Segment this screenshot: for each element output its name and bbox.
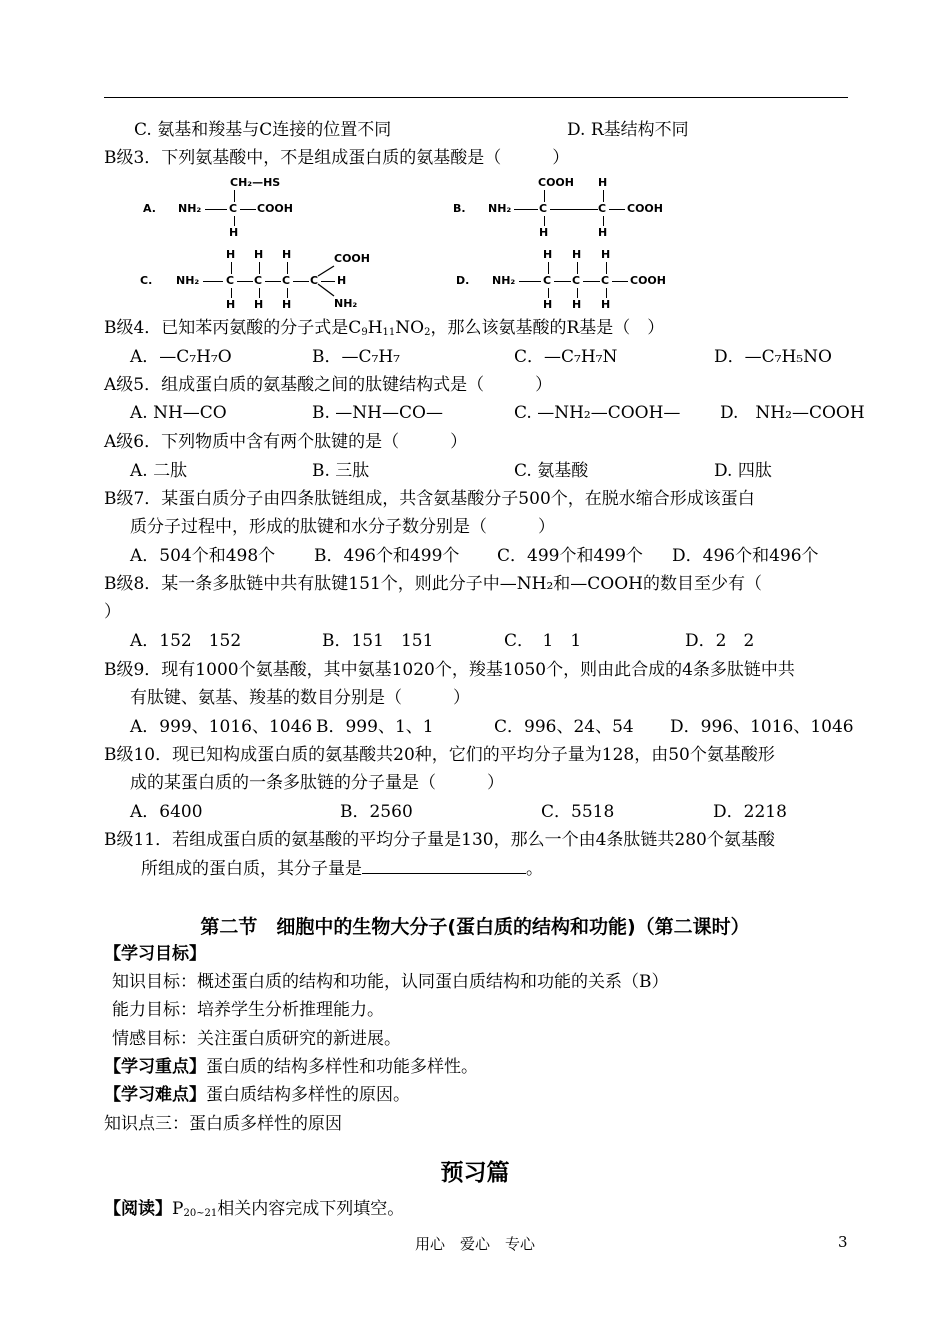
- goal-emotion: 情感目标：关注蛋白质研究的新进展。: [112, 1029, 401, 1049]
- q6-option-c: C. 氨基酸: [514, 461, 589, 481]
- q7-option-c: C．499个和499个: [497, 546, 643, 566]
- goal-ability: 能力目标：培养学生分析推理能力。: [112, 1000, 384, 1020]
- q4-stem: B级4．已知苯丙氨酸的分子式是$C_9H_{11}NO_2$，那么该氨基酸的R基是（ ）: [104, 318, 665, 338]
- q11-stem-line1: B级11．若组成蛋白质的氨基酸的平均分子量是130，那么一个由4条肽链共280个氨基酸: [104, 830, 775, 850]
- q9-stem-line1: B级9．现有1000个氨基酸，其中氨基1020个，羧基1050个，则由此合成的4条多肽链中共: [104, 660, 795, 680]
- q11-stem-line2: 所组成的蛋白质，其分子量是 。: [141, 859, 543, 879]
- q6-option-a: A. 二肽: [130, 461, 188, 481]
- q4-option-d: D．—C₇H₅NO: [714, 347, 832, 367]
- q2-option-d: D. R基结构不同: [567, 120, 689, 140]
- q7-stem-line2: 质分子过程中，形成的肽键和水分子数分别是（ ）: [130, 517, 555, 537]
- q10-option-c: C．5518: [541, 802, 615, 822]
- page-number: 3: [838, 1233, 848, 1251]
- q4-option-b: B．—C₇H₇: [312, 347, 400, 367]
- q7-option-b: B．496个和499个: [314, 546, 460, 566]
- q3-stem: B级3．下列氨基酸中，不是组成蛋白质的氨基酸是（ ）: [104, 148, 570, 168]
- q8-stem-line1: B级8．某一条多肽链中共有肽键151个，则此分子中—NH₂和—COOH的数目至少有（: [104, 574, 762, 594]
- goals-heading: 【学习目标】: [104, 944, 206, 964]
- q8-option-b: B．151 151: [322, 631, 434, 651]
- q8-option-d: D．2 2: [685, 631, 755, 651]
- q5-option-c: C. —NH₂—COOH—: [514, 403, 681, 423]
- answer-blank[interactable]: [362, 859, 526, 874]
- q5-option-a: A. NH—CO: [130, 403, 227, 423]
- q9-option-c: C．996、24、54: [494, 717, 634, 737]
- q9-stem-line2: 有肽键、氨基、羧基的数目分别是（ ）: [130, 688, 470, 708]
- knowledge-point-3: 知识点三：蛋白质多样性的原因: [104, 1114, 342, 1134]
- preview-title: 预习篇: [440, 1160, 510, 1186]
- q10-stem-line2: 成的某蛋白质的一条多肽链的分子量是（ ）: [130, 773, 504, 793]
- q4-option-c: C．—C₇H₇N: [514, 347, 618, 367]
- q10-stem-line1: B级10．现已知构成蛋白质的氨基酸共20种，它们的平均分子量为128，由50个氨基酸形: [104, 745, 775, 765]
- q8-option-a: A．152 152: [130, 631, 242, 651]
- section-title: 第二节 细胞中的生物大分子(蛋白质的结构和功能)（第二课时）: [200, 916, 750, 938]
- q9-option-a: A．999、1016、1046: [130, 717, 313, 737]
- page-footer: 用心 爱心 专心: [414, 1235, 535, 1253]
- reading-line: 【阅读】$P_{20\sim 21}$相关内容完成下列填空。: [104, 1199, 405, 1219]
- q10-option-d: D．2218: [713, 802, 787, 822]
- header-rule: [104, 97, 848, 98]
- q7-option-d: D．496个和496个: [672, 546, 819, 566]
- q6-option-d: D. 四肽: [714, 461, 772, 481]
- q5-option-b: B. —NH—CO—: [312, 403, 443, 423]
- q5-stem: A级5．组成蛋白质的氨基酸之间的肽键结构式是（ ）: [104, 375, 553, 395]
- q8-stem-line2: ）: [104, 602, 121, 622]
- q6-stem: A级6．下列物质中含有两个肽键的是（ ）: [104, 432, 468, 452]
- q10-option-a: A．6400: [130, 802, 203, 822]
- q7-stem-line1: B级7．某蛋白质分子由四条肽链组成，共含氨基酸分子500个，在脱水缩合形成该蛋白: [104, 489, 755, 509]
- q6-option-b: B. 三肽: [312, 461, 370, 481]
- goal-knowledge: 知识目标：概述蛋白质的结构和功能，认同蛋白质结构和功能的关系（B）: [112, 972, 669, 992]
- q9-option-d: D．996、1016、1046: [670, 717, 854, 737]
- q5-option-d: D. NH₂—COOH: [720, 403, 865, 423]
- q8-option-c: C． 1 1: [504, 631, 582, 651]
- q4-option-a: A．—C₇H₇O: [130, 347, 232, 367]
- q10-option-b: B．2560: [340, 802, 413, 822]
- q9-option-b: B．999、1、1: [316, 717, 434, 737]
- q7-option-a: A．504个和498个: [130, 546, 276, 566]
- difficulty-point: 【学习难点】蛋白质结构多样性的原因。: [104, 1085, 410, 1105]
- q2-option-c: C. 氨基和羧基与C连接的位置不同: [134, 120, 392, 140]
- key-point: 【学习重点】蛋白质的结构多样性和功能多样性。: [104, 1057, 478, 1077]
